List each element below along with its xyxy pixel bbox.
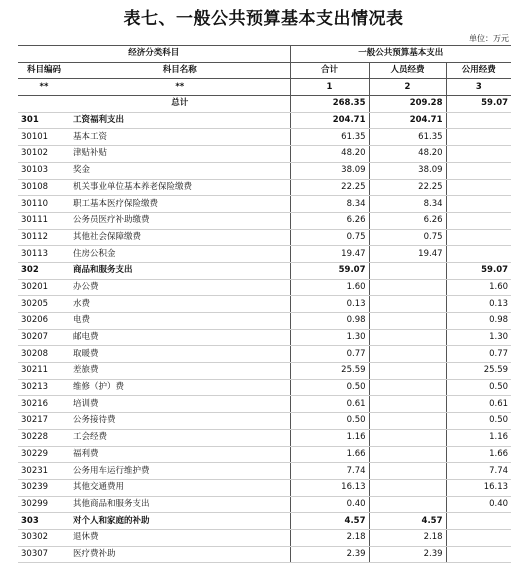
row-name: 医疗费补助 [70,546,290,563]
row-code: 30108 [18,179,70,196]
table-body [18,46,511,563]
row-name: 商品和服务支出 [70,262,290,279]
row-personnel: 2.39 [369,546,446,563]
row-personnel [369,396,446,413]
row-public: 0.61 [446,396,511,413]
row-personnel [369,463,446,480]
row-name: 机关事业单位基本养老保险缴费 [70,179,290,196]
row-code: 30110 [18,196,70,213]
row-total: 1.16 [290,429,369,446]
row-name: 奖金 [70,162,290,179]
header-personnel: 人员经费 [369,62,446,79]
row-total: 16.13 [290,479,369,496]
row-total: 38.09 [290,162,369,179]
row-code [18,96,70,113]
table-row [18,179,511,196]
row-code: 30211 [18,363,70,380]
table-row [18,229,511,246]
row-code: 30231 [18,463,70,480]
row-total: 0.98 [290,313,369,330]
header-public: 公用经费 [446,62,511,79]
row-name: 取暖费 [70,346,290,363]
row-personnel: 4.57 [369,513,446,530]
row-code: 30103 [18,162,70,179]
row-total: 268.35 [290,96,369,113]
row-code: 30113 [18,246,70,263]
row-name: 差旅费 [70,363,290,380]
row-personnel: 6.26 [369,212,446,229]
row-code: 30307 [18,546,70,563]
index-public: 3 [446,79,511,96]
row-public [446,179,511,196]
row-public: 1.30 [446,329,511,346]
row-total: 204.71 [290,112,369,129]
table-row [18,112,511,129]
row-code: 30239 [18,479,70,496]
row-name: 基本工资 [70,129,290,146]
table-row [18,279,511,296]
row-code: 30206 [18,313,70,330]
row-name: 住房公积金 [70,246,290,263]
table-row [18,413,511,430]
row-personnel [369,262,446,279]
row-public: 0.77 [446,346,511,363]
row-total: 7.74 [290,463,369,480]
row-public [446,162,511,179]
row-public [446,529,511,546]
row-personnel [369,479,446,496]
row-public [446,146,511,163]
table-row [18,96,511,113]
expenditure-table [18,45,511,563]
index-code: ** [18,79,70,96]
row-personnel: 0.75 [369,229,446,246]
row-public: 59.07 [446,262,511,279]
row-personnel: 209.28 [369,96,446,113]
row-total: 1.60 [290,279,369,296]
row-code: 30302 [18,529,70,546]
row-public [446,513,511,530]
row-code: 30213 [18,379,70,396]
row-name: 工资福利支出 [70,112,290,129]
row-public [446,229,511,246]
table-row [18,346,511,363]
table-row [18,396,511,413]
row-personnel: 61.35 [369,129,446,146]
row-public: 1.16 [446,429,511,446]
row-public: 7.74 [446,463,511,480]
row-name: 其他交通费用 [70,479,290,496]
table-row [18,146,511,163]
row-code: 303 [18,513,70,530]
row-code: 30229 [18,446,70,463]
row-code: 30299 [18,496,70,513]
row-public [446,196,511,213]
table-row [18,246,511,263]
row-public: 0.40 [446,496,511,513]
page-title: 表七、一般公共预算基本支出情况表 [123,9,404,29]
table-row [18,513,511,530]
row-name: 福利费 [70,446,290,463]
table-row [18,212,511,229]
row-name: 职工基本医疗保险缴费 [70,196,290,213]
row-personnel [369,363,446,380]
row-name: 公务员医疗补助缴费 [70,212,290,229]
index-total: 1 [290,79,369,96]
row-code: 30111 [18,212,70,229]
row-total: 59.07 [290,262,369,279]
row-total: 0.75 [290,229,369,246]
row-code: 30102 [18,146,70,163]
table-row [18,463,511,480]
row-name: 办公费 [70,279,290,296]
row-name: 水费 [70,296,290,313]
row-total: 0.50 [290,379,369,396]
header-general-budget-basic: 一般公共预算基本支出 [290,46,511,63]
row-total: 22.25 [290,179,369,196]
row-public: 1.66 [446,446,511,463]
row-personnel [369,346,446,363]
row-personnel [369,313,446,330]
row-code: 30101 [18,129,70,146]
header-column-row [18,62,511,79]
row-name: 总计 [70,96,290,113]
row-total: 1.66 [290,446,369,463]
row-code: 30112 [18,229,70,246]
row-code: 302 [18,262,70,279]
row-personnel: 48.20 [369,146,446,163]
row-name: 培训费 [70,396,290,413]
index-personnel: 2 [369,79,446,96]
row-public [446,112,511,129]
header-total: 合计 [290,62,369,79]
header-group-row [18,46,511,63]
row-name: 津贴补贴 [70,146,290,163]
row-public: 0.13 [446,296,511,313]
row-public: 25.59 [446,363,511,380]
row-code: 30205 [18,296,70,313]
row-name: 其他社会保障缴费 [70,229,290,246]
row-personnel: 22.25 [369,179,446,196]
table-row [18,546,511,563]
row-code: 30228 [18,429,70,446]
table-row [18,479,511,496]
table-row [18,379,511,396]
row-personnel [369,413,446,430]
row-total: 0.40 [290,496,369,513]
row-code: 30217 [18,413,70,430]
row-name: 公务用车运行维护费 [70,463,290,480]
row-public [446,546,511,563]
table-row [18,313,511,330]
row-public: 0.50 [446,413,511,430]
row-total: 61.35 [290,129,369,146]
row-total: 2.18 [290,529,369,546]
row-personnel [369,379,446,396]
row-code: 301 [18,112,70,129]
row-total: 8.34 [290,196,369,213]
table-row [18,496,511,513]
row-personnel: 2.18 [369,529,446,546]
row-total: 25.59 [290,363,369,380]
row-public [446,212,511,229]
row-public: 0.50 [446,379,511,396]
row-code: 30216 [18,396,70,413]
header-code: 科目编码 [18,62,70,79]
row-total: 0.61 [290,396,369,413]
row-name: 维修（护）费 [70,379,290,396]
row-code: 30208 [18,346,70,363]
row-total: 0.77 [290,346,369,363]
row-code: 30201 [18,279,70,296]
header-index-row [18,79,511,96]
row-personnel [369,279,446,296]
row-total: 48.20 [290,146,369,163]
row-total: 2.39 [290,546,369,563]
row-personnel [369,496,446,513]
row-personnel [369,296,446,313]
row-public: 0.98 [446,313,511,330]
row-personnel [369,329,446,346]
row-personnel: 204.71 [369,112,446,129]
row-total: 1.30 [290,329,369,346]
row-name: 公务接待费 [70,413,290,430]
table-row [18,446,511,463]
table-row [18,363,511,380]
table-row [18,196,511,213]
unit-label: 单位：万元 [469,34,509,43]
row-total: 0.13 [290,296,369,313]
row-total: 6.26 [290,212,369,229]
row-name: 电费 [70,313,290,330]
row-name: 其他商品和服务支出 [70,496,290,513]
row-personnel [369,446,446,463]
table-row [18,262,511,279]
table-row [18,429,511,446]
header-name: 科目名称 [70,62,290,79]
table-row [18,296,511,313]
row-total: 0.50 [290,413,369,430]
row-personnel [369,429,446,446]
row-name: 对个人和家庭的补助 [70,513,290,530]
index-name: ** [70,79,290,96]
row-name: 邮电费 [70,329,290,346]
row-total: 4.57 [290,513,369,530]
row-name: 退休费 [70,529,290,546]
table-row [18,529,511,546]
row-public [446,246,511,263]
header-economic-category: 经济分类科目 [18,46,290,63]
row-public: 59.07 [446,96,511,113]
row-personnel: 38.09 [369,162,446,179]
table-row [18,329,511,346]
row-personnel: 19.47 [369,246,446,263]
table-row [18,162,511,179]
row-public [446,129,511,146]
row-code: 30207 [18,329,70,346]
row-personnel: 8.34 [369,196,446,213]
table-row [18,129,511,146]
row-name: 工会经费 [70,429,290,446]
row-total: 19.47 [290,246,369,263]
row-public: 16.13 [446,479,511,496]
row-public: 1.60 [446,279,511,296]
